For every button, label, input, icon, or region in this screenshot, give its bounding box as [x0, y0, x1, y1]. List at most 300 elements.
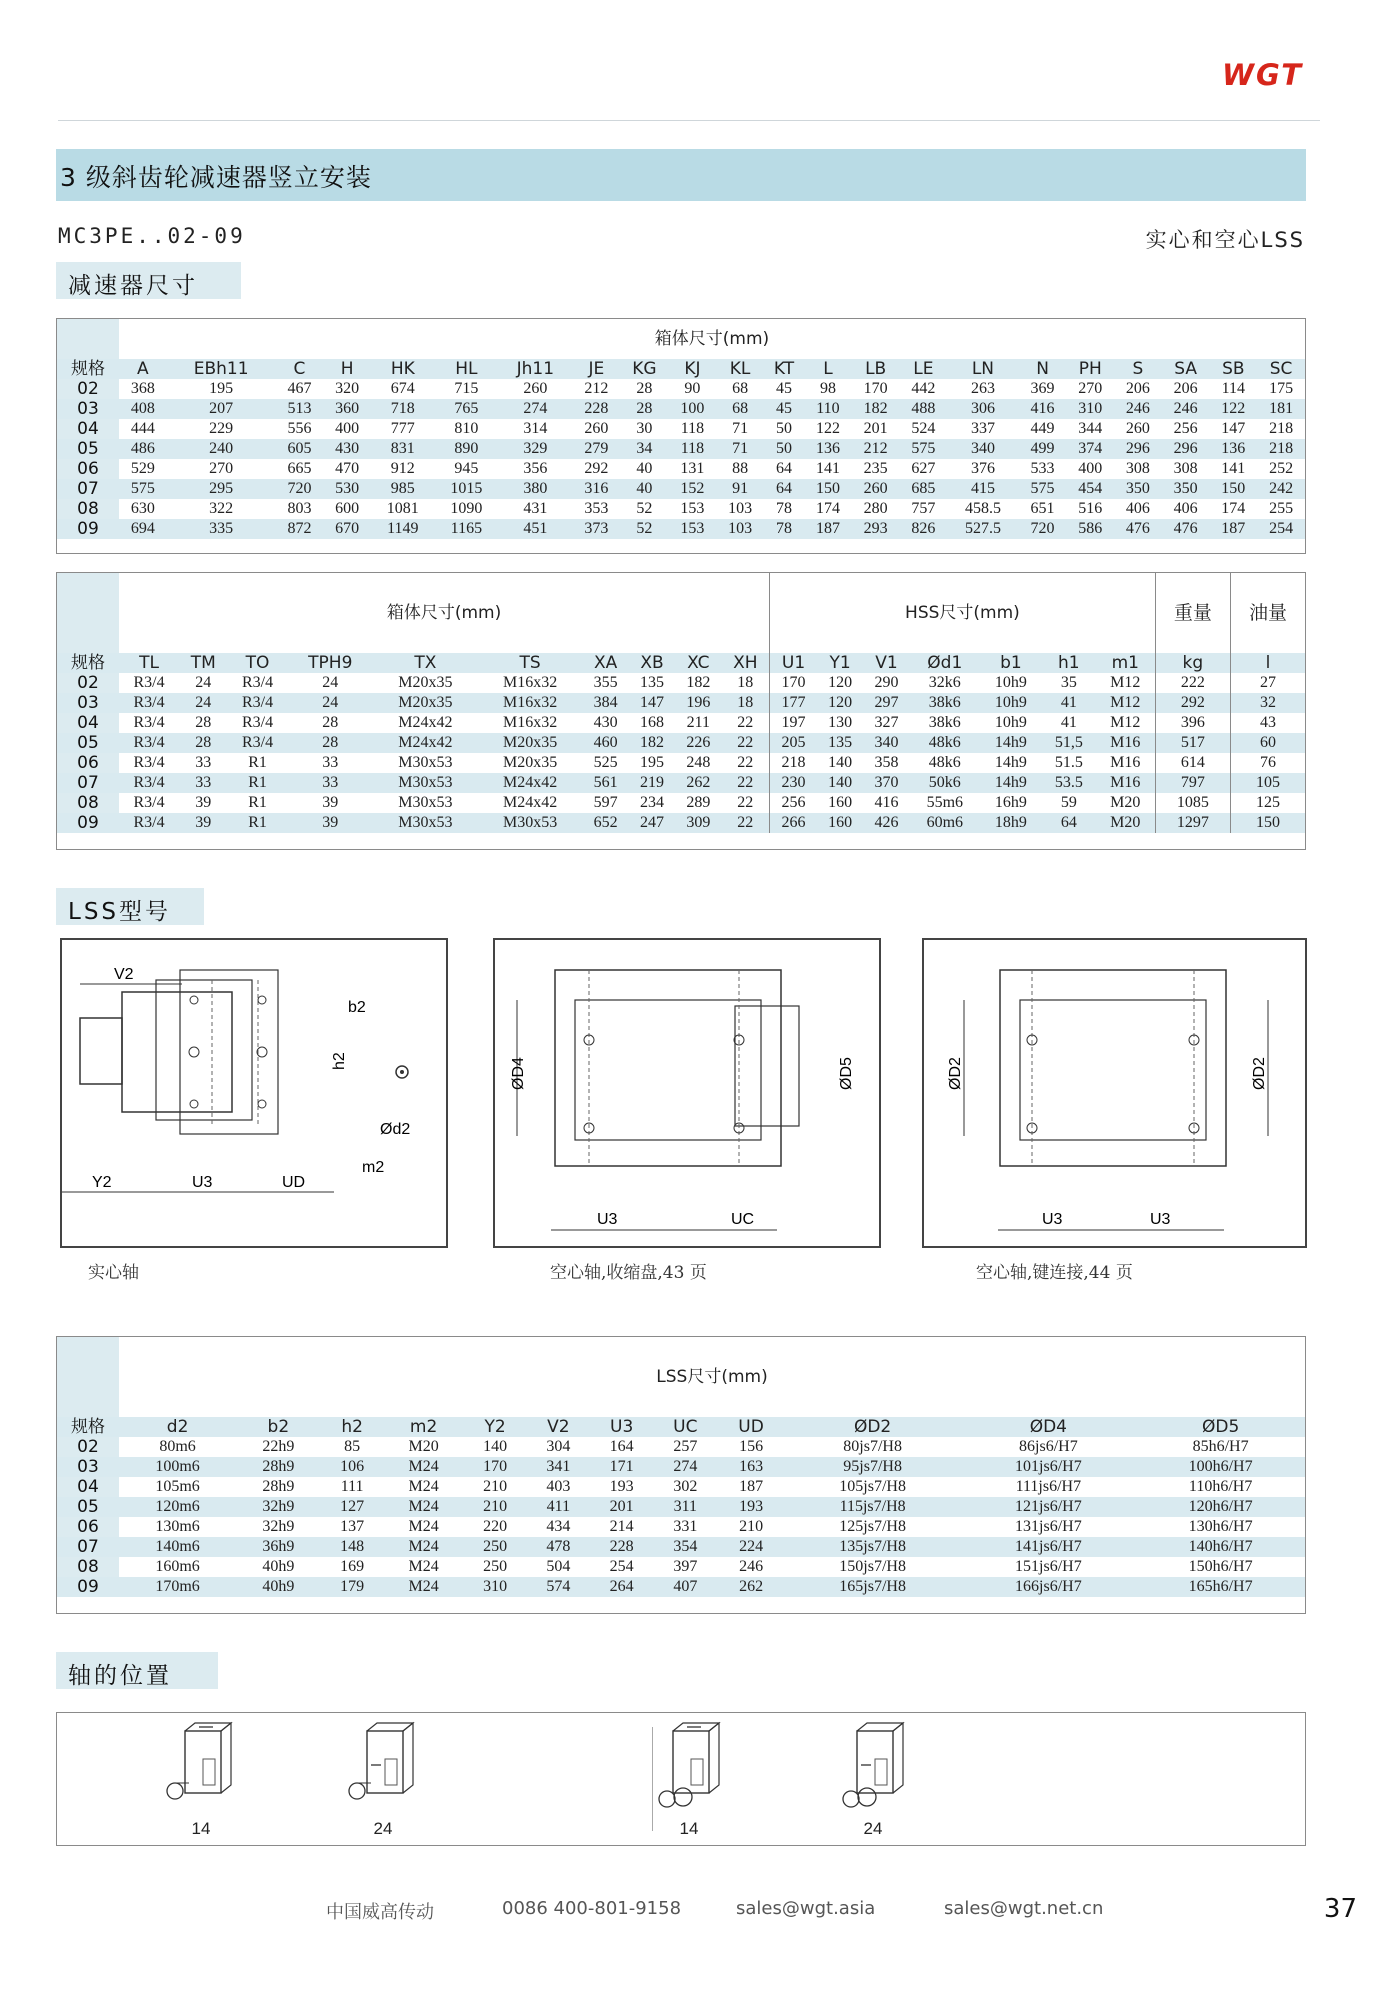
table-cell: 530: [323, 479, 371, 499]
column-header: Jh11: [498, 359, 572, 379]
table-cell: 250: [483, 1558, 508, 1575]
table-cell: 304: [546, 1438, 571, 1455]
label-y2: Y2: [92, 1174, 112, 1191]
table-cell: 945: [454, 460, 479, 477]
table-cell: 488: [899, 399, 947, 419]
table-cell: 193: [609, 1478, 634, 1495]
table-row: [57, 733, 1305, 753]
table-cell: 153: [669, 519, 717, 539]
table-cell: M16: [1096, 733, 1155, 753]
table-cell: 33: [322, 754, 339, 771]
table-row: [57, 1457, 1305, 1477]
table-cell: 195: [639, 754, 664, 771]
table-cell: 179: [321, 1577, 384, 1597]
column-header: Ød1: [910, 653, 980, 673]
table-cell: 467: [287, 380, 312, 397]
table-cell: 406: [1125, 500, 1150, 517]
housing-left: [122, 992, 232, 1112]
column-header: SC: [1257, 359, 1305, 379]
table-cell: M16: [1096, 773, 1155, 793]
column-header: SB: [1209, 359, 1257, 379]
table-cell: 16h9: [994, 794, 1027, 811]
table-cell: M20: [408, 1438, 439, 1455]
table-cell: 270: [209, 460, 234, 477]
table-cell: 247: [629, 813, 675, 833]
table-cell: 694: [119, 519, 167, 539]
shaft-type: 实心和空心LSS: [1145, 228, 1305, 252]
table-cell: 33: [288, 773, 373, 793]
table-cell: 218: [1269, 420, 1294, 437]
table-row: [57, 459, 1305, 479]
table-cell: 279: [573, 439, 621, 459]
row-spec: 09: [57, 1577, 119, 1597]
column-header: S: [1114, 359, 1162, 379]
table-cell: 114: [1221, 380, 1245, 397]
table-cell: 110h6/H7: [1188, 1478, 1253, 1495]
table-cell: 45: [776, 380, 793, 397]
table-cell: 442: [911, 380, 936, 397]
table-cell: R3/4: [133, 794, 165, 811]
table-cell: M20x35: [502, 754, 558, 771]
table-cell: 22: [721, 773, 769, 793]
table-cell: 64: [776, 460, 793, 477]
hollow-keyed-drawing: [924, 940, 1305, 1246]
table-cell: M30x53: [398, 754, 453, 771]
row-spec: 09: [57, 813, 119, 833]
table-cell: 458.5: [964, 500, 1001, 517]
table-cell: 513: [276, 399, 324, 419]
table-cell: 80m6: [159, 1438, 196, 1455]
table-cell: 630: [130, 500, 155, 517]
table-cell: M24: [384, 1457, 464, 1477]
table-cell: 449: [1030, 420, 1055, 437]
table-cell: M16: [1110, 754, 1141, 771]
table-cell: 670: [323, 519, 371, 539]
table-cell: 28: [322, 714, 339, 731]
table-cell: 416: [1019, 399, 1067, 419]
table-cell: M16x32: [502, 714, 558, 731]
table-cell: 210: [483, 1478, 508, 1495]
table-cell: M12: [1110, 674, 1141, 691]
table-cell: 212: [852, 439, 900, 459]
table-cell: 163: [717, 1457, 784, 1477]
footer-phone: 0086 400-801-9158: [502, 1898, 682, 1919]
table-cell: 329: [498, 439, 572, 459]
table-cell: 274: [653, 1457, 717, 1477]
table-cell: 27: [1231, 673, 1305, 693]
table-cell: 201: [590, 1497, 653, 1517]
table-cell: 262: [675, 773, 721, 793]
column-header: b1: [980, 653, 1042, 673]
table-cell: 331: [673, 1518, 698, 1535]
table-cell: M24x42: [478, 773, 583, 793]
table-cell: 406: [1173, 500, 1198, 517]
table-cell: R1: [248, 754, 267, 771]
spec-label: 规格: [57, 653, 119, 673]
table-cell: 52: [636, 500, 653, 517]
table-cell: 59: [1060, 794, 1077, 811]
table-cell: R3/4: [227, 733, 287, 753]
table-cell: 60m6: [910, 813, 980, 833]
table-cell: 226: [675, 733, 721, 753]
table-cell: 260: [1125, 420, 1150, 437]
table-cell: 151js6/H7: [1015, 1558, 1082, 1575]
table-cell: 270: [1078, 380, 1103, 397]
table-cell: 18: [721, 693, 769, 713]
table-cell: 228: [590, 1537, 653, 1557]
table-cell: 51,5: [1042, 733, 1096, 753]
table-row: [57, 499, 1305, 519]
table-cell: 797: [1155, 773, 1230, 793]
label-b2: b2: [348, 999, 366, 1016]
table-cell: 256: [770, 793, 817, 813]
table-cell: 470: [335, 460, 360, 477]
table-cell: 40h9: [236, 1577, 320, 1597]
column-header: KJ: [669, 359, 717, 379]
table-cell: 257: [673, 1438, 698, 1455]
column-header: kg: [1155, 653, 1230, 673]
table-cell: 718: [371, 399, 435, 419]
table-cell: 380: [498, 479, 572, 499]
table-cell: 280: [863, 500, 888, 517]
table-cell: 39: [195, 794, 212, 811]
row-spec: 02: [57, 673, 119, 693]
table-cell: 430: [593, 714, 618, 731]
table-cell: 292: [584, 460, 609, 477]
table-cell: 309: [675, 813, 721, 833]
group-header-box: 箱体尺寸(mm): [386, 603, 502, 623]
table-cell: R3/4: [227, 693, 287, 713]
table-cell: 164: [609, 1438, 634, 1455]
table-cell: 234: [639, 794, 664, 811]
row-spec: 04: [57, 419, 119, 439]
column-header: LE: [899, 359, 947, 379]
table-row: [57, 793, 1305, 813]
table-cell: 86js6/H7: [1019, 1438, 1078, 1455]
table-cell: 400: [1078, 460, 1103, 477]
table-cell: 407: [653, 1577, 717, 1597]
table-cell: 22: [737, 714, 754, 731]
table-cell: 140: [483, 1438, 508, 1455]
column-header: H: [323, 359, 371, 379]
column-header: XH: [721, 653, 769, 673]
table-cell: M24x42: [398, 714, 453, 731]
table-cell: 220: [483, 1518, 508, 1535]
table-cell: 30: [636, 420, 653, 437]
table-cell: 476: [1162, 519, 1210, 539]
table-cell: 1085: [1155, 793, 1230, 813]
table-cell: 22: [737, 754, 754, 771]
table-cell: 1165: [435, 519, 499, 539]
table-cell: 60: [1231, 733, 1305, 753]
housing-mid: [156, 980, 252, 1120]
table-cell: 229: [209, 420, 234, 437]
position-label: 24: [373, 1819, 393, 1838]
table-cell: 48k6: [910, 733, 980, 753]
table-cell: 605: [276, 439, 324, 459]
column-header: KG: [620, 359, 668, 379]
table-box-lss: [56, 1336, 1306, 1614]
table-cell: 187: [804, 519, 852, 539]
table-cell: 156: [739, 1438, 764, 1455]
table-cell: 28h9: [236, 1457, 320, 1477]
table-cell: M30x53: [478, 813, 583, 833]
row-spec: 03: [57, 693, 119, 713]
table-cell: 125js7/H8: [839, 1518, 906, 1535]
table-cell: 586: [1066, 519, 1114, 539]
table-cell: 912: [390, 460, 415, 477]
table-cell: 150: [1231, 813, 1305, 833]
table-cell: 160m6: [155, 1558, 200, 1575]
table-cell: 295: [167, 479, 276, 499]
table-cell: 125: [1231, 793, 1305, 813]
table-cell: 246: [1162, 399, 1210, 419]
table-row: [57, 1437, 1305, 1457]
table-cell: 55m6: [926, 794, 964, 811]
page-title: 3 级斜齿轮减速器竖立安装: [60, 163, 372, 192]
table-cell: 397: [673, 1558, 698, 1575]
table-cell: 248: [686, 754, 711, 771]
table-cell: 451: [498, 519, 572, 539]
table-cell: 120m6: [119, 1497, 236, 1517]
label-d2: Ød2: [380, 1121, 411, 1138]
table-cell: 174: [815, 500, 840, 517]
table-cell: 103: [728, 500, 753, 517]
column-header: Y1: [817, 653, 863, 673]
table-cell: 22: [737, 794, 754, 811]
column-header: XC: [675, 653, 721, 673]
table-cell: 293: [852, 519, 900, 539]
table-cell: 78: [764, 519, 804, 539]
column-header: Y2: [463, 1417, 526, 1437]
table-cell: 100h6/H7: [1136, 1457, 1305, 1477]
table-cell: M24: [408, 1518, 439, 1535]
page-number: 37: [1323, 1894, 1357, 1924]
column-header: ØD5: [1136, 1417, 1305, 1437]
table-cell: 141: [815, 460, 840, 477]
table-row: [57, 673, 1305, 693]
table-cell: 170: [863, 380, 888, 397]
table-cell: 153: [680, 500, 705, 517]
table-cell: 165h6/H7: [1136, 1577, 1305, 1597]
column-header: l: [1231, 653, 1305, 673]
table-cell: 115js7/H8: [785, 1497, 961, 1517]
table-cell: 40: [636, 460, 653, 477]
caption-solid-shaft: 实心轴: [88, 1263, 139, 1283]
column-header: d2: [119, 1417, 236, 1437]
table-cell: 131js6/H7: [1015, 1518, 1082, 1535]
table-cell: 652: [582, 813, 628, 833]
table-cell: R3/4: [119, 693, 179, 713]
table-cell: 264: [590, 1577, 653, 1597]
table-cell: 169: [340, 1558, 365, 1575]
table-cell: 105m6: [155, 1478, 200, 1495]
table-cell: 88: [732, 460, 749, 477]
diagram-hollow-shrink-disc: [493, 938, 881, 1248]
table-row: [57, 813, 1305, 833]
footer-email-cn: sales@wgt.net.cn: [944, 1898, 1104, 1919]
table-cell: 306: [947, 399, 1019, 419]
table-cell: 110: [804, 399, 852, 419]
column-header: V1: [863, 653, 909, 673]
table-cell: 408: [119, 399, 167, 419]
column-header: TPH9: [288, 653, 373, 673]
table-cell: 39: [179, 813, 227, 833]
table-cell: 358: [874, 754, 899, 771]
table-cell: R1: [227, 773, 287, 793]
table-cell: 207: [167, 399, 276, 419]
section-shaft-title: 轴的位置: [56, 1652, 218, 1689]
table-cell: 575: [899, 439, 947, 459]
table-cell: 64: [764, 479, 804, 499]
table-cell: 651: [1030, 500, 1055, 517]
table-cell: 50: [776, 420, 793, 437]
label-d5: ØD5: [838, 1057, 855, 1090]
table-cell: 135: [639, 674, 664, 691]
column-header: U1: [770, 653, 817, 673]
table-cell: 160: [828, 794, 853, 811]
table-cell: 193: [717, 1497, 784, 1517]
table-row: [57, 713, 1305, 733]
table-cell: 308: [1173, 460, 1198, 477]
column-header: KT: [764, 359, 804, 379]
table-row: [57, 773, 1305, 793]
table-cell: 28: [179, 733, 227, 753]
row-spec: 05: [57, 733, 119, 753]
table-cell: 98: [819, 380, 836, 397]
table-cell: 68: [732, 380, 749, 397]
table-cell: 214: [609, 1518, 634, 1535]
table-cell: 140: [817, 773, 863, 793]
column-header: L: [804, 359, 852, 379]
label-u3-left: U3: [1042, 1211, 1063, 1228]
table-cell: 135: [817, 733, 863, 753]
table-cell: 246: [739, 1558, 764, 1575]
table-cell: 720: [276, 479, 324, 499]
label-m2: m2: [362, 1159, 385, 1176]
table-cell: M24: [384, 1497, 464, 1517]
table-cell: 195: [209, 380, 234, 397]
table-cell: 416: [874, 794, 899, 811]
table-cell: 170: [463, 1457, 526, 1477]
table-cell: 337: [970, 420, 995, 437]
table-cell: 415: [947, 479, 1019, 499]
table-cell: 246: [1114, 399, 1162, 419]
table-cell: 431: [523, 500, 548, 517]
table-cell: 35: [1060, 674, 1077, 691]
column-header: N: [1019, 359, 1067, 379]
section-reducer-title: 减速器尺寸: [56, 262, 241, 299]
table-cell: M20x35: [398, 674, 453, 691]
table-cell: 121js6/H7: [960, 1497, 1136, 1517]
table-cell: 826: [899, 519, 947, 539]
row-spec: 02: [57, 379, 119, 399]
column-header: EBh11: [167, 359, 276, 379]
table-cell: M16x32: [502, 674, 558, 691]
table-cell: 52: [620, 519, 668, 539]
table-cell: 22: [721, 813, 769, 833]
table-cell: R3/4: [241, 674, 274, 691]
column-header: SA: [1162, 359, 1210, 379]
table-cell: 614: [1155, 753, 1230, 773]
spec-label-cell-top: [57, 573, 119, 653]
table-cell: 262: [717, 1577, 784, 1597]
table-cell: 831: [371, 439, 435, 459]
spec-label: 规格: [57, 359, 119, 379]
table-cell: 10h9: [994, 714, 1027, 731]
table-cell: 529: [130, 460, 155, 477]
table-cell: 872: [276, 519, 324, 539]
table-cell: 297: [863, 693, 909, 713]
table-cell: 310: [463, 1577, 526, 1597]
table-cell: R3/4: [133, 674, 165, 691]
table-cell: 150js7/H8: [839, 1558, 906, 1575]
table-cell: M30x53: [398, 794, 453, 811]
table-cell: 504: [546, 1558, 571, 1575]
position-label: 24: [863, 1819, 883, 1838]
table-cell: M12: [1110, 714, 1141, 731]
table-cell: M30x53: [373, 813, 478, 833]
column-header: HK: [371, 359, 435, 379]
table-cell: 122: [815, 420, 840, 437]
table-cell: 344: [1078, 420, 1103, 437]
table-cell: R3/4: [119, 773, 179, 793]
table-cell: 627: [911, 460, 936, 477]
table-cell: 182: [852, 399, 900, 419]
table-cell: 356: [523, 460, 548, 477]
column-header: XA: [582, 653, 628, 673]
dimension-table-1: [57, 319, 1305, 539]
table-cell: 165js7/H8: [785, 1577, 961, 1597]
table-cell: 1015: [435, 479, 499, 499]
table-cell: 444: [130, 420, 155, 437]
table-cell: 140m6: [119, 1537, 236, 1557]
row-spec: 05: [57, 1497, 119, 1517]
table-cell: 100m6: [119, 1457, 236, 1477]
row-spec: 03: [57, 399, 119, 419]
table-cell: 210: [463, 1497, 526, 1517]
table-cell: 14h9: [980, 773, 1042, 793]
table-cell: 561: [582, 773, 628, 793]
table-cell: 350: [1114, 479, 1162, 499]
table-cell: 175: [1269, 380, 1294, 397]
table-cell: 403: [546, 1478, 571, 1495]
table-cell: 40: [620, 479, 668, 499]
table-cell: 130m6: [155, 1518, 200, 1535]
row-spec: 06: [57, 459, 119, 479]
position-label: 14: [679, 1819, 699, 1838]
column-header: h1: [1042, 653, 1096, 673]
output-shaft-shape: [80, 1018, 122, 1084]
column-header: V2: [527, 1417, 590, 1437]
gearbox-icon: [831, 1721, 915, 1817]
column-header: m1: [1096, 653, 1155, 673]
column-header: TO: [227, 653, 287, 673]
column-header: JE: [573, 359, 621, 379]
table-cell: 120h6/H7: [1136, 1497, 1305, 1517]
row-spec: 04: [57, 1477, 119, 1497]
table-cell: 41: [1042, 693, 1096, 713]
table-cell: 182: [686, 674, 711, 691]
header-divider: [58, 120, 1320, 121]
table-row: [57, 753, 1305, 773]
table-cell: 38k6: [928, 714, 961, 731]
table-cell: 290: [874, 674, 899, 691]
table-cell: M16x32: [478, 693, 583, 713]
table-cell: 242: [1257, 479, 1305, 499]
table-cell: 39: [288, 813, 373, 833]
table-cell: 310: [1066, 399, 1114, 419]
